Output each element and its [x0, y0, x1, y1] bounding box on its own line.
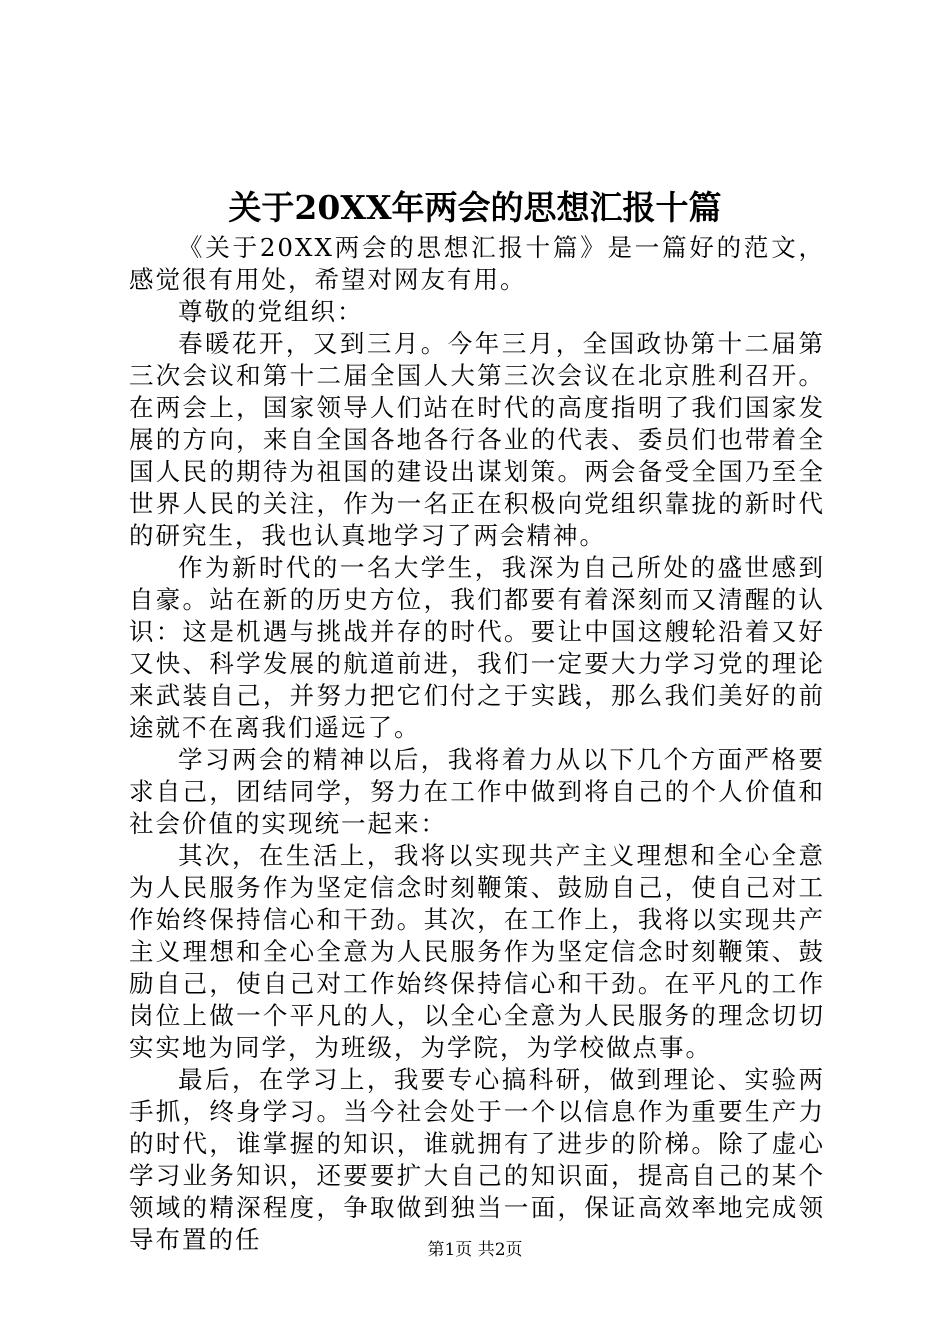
intro-paragraph: 《关于20XX两会的思想汇报十篇》是一篇好的范文，感觉很有用处，希望对网友有用。: [129, 233, 825, 294]
body-paragraph: 其次，在生活上，我将以实现共产主义理想和全心全意为人民服务作为坚定信念时刻鞭策、鼓励自己，使自己对工作始终保持信心和干劲。其次，在工作上，我将以实现共产主义理想和全心全意为人民服务作为坚定信念时刻鞭策、鼓励自己，使自己对工作始终保持信心和干劲。在平凡的工作岗位上做一个平凡的人，以全心全意为人民服务的理念切切实实地为同学，为班级，为学院，为学校做点事。: [129, 841, 825, 1062]
document-title: 关于20XX年两会的思想汇报十篇: [228, 188, 722, 227]
body-paragraph: 学习两会的精神以后，我将着力从以下几个方面严格要求自己，团结同学，努力在工作中做到将自己的个人价值和社会价值的实现统一起来：: [129, 745, 825, 838]
body-paragraph: 作为新时代的一名大学生，我深为自己所处的盛世感到自豪。站在新的历史方位，我们都要有着深刻而又清醒的认识：这是机遇与挑战并存的时代。要让中国这艘轮沿着又好又快、科学发展的航道前进，我们一定要大力学习党的理论来武装自己，并努力把它们付之于实践，那么我们美好的前途就不在离我们遥远了。: [129, 553, 825, 742]
body-paragraph: 春暖花开，又到三月。今年三月，全国政协第十二届第三次会议和第十二届全国人大第三次会议在北京胜利召开。在两会上，国家领导人们站在时代的高度指明了我们国家发展的方向，来自全国各地各行各业的代表、委员们也带着全国人民的期待为祖国的建设出谋划策。两会备受全国乃至全世界人民的关注，作为一名正在积极向党组织靠拢的新时代的研究生，我也认真地学习了两会精神。: [129, 329, 825, 550]
page-number-footer: 第1页 共2页: [427, 1240, 523, 1260]
body-paragraph: 最后，在学习上，我要专心搞科研，做到理论、实验两手抓，终身学习。当今社会处于一个以信息作为重要生产力的时代，谁掌握的知识，谁就拥有了进步的阶梯。除了虚心学习业务知识，还要要扩大自己的知识面，提高自己的某个领域的精深程度，争取做到独当一面，保证高效率地完成领导布置的任: [129, 1065, 825, 1254]
document-body: [129, 232, 825, 1256]
salutation-paragraph: 尊敬的党组织：: [178, 297, 364, 326]
